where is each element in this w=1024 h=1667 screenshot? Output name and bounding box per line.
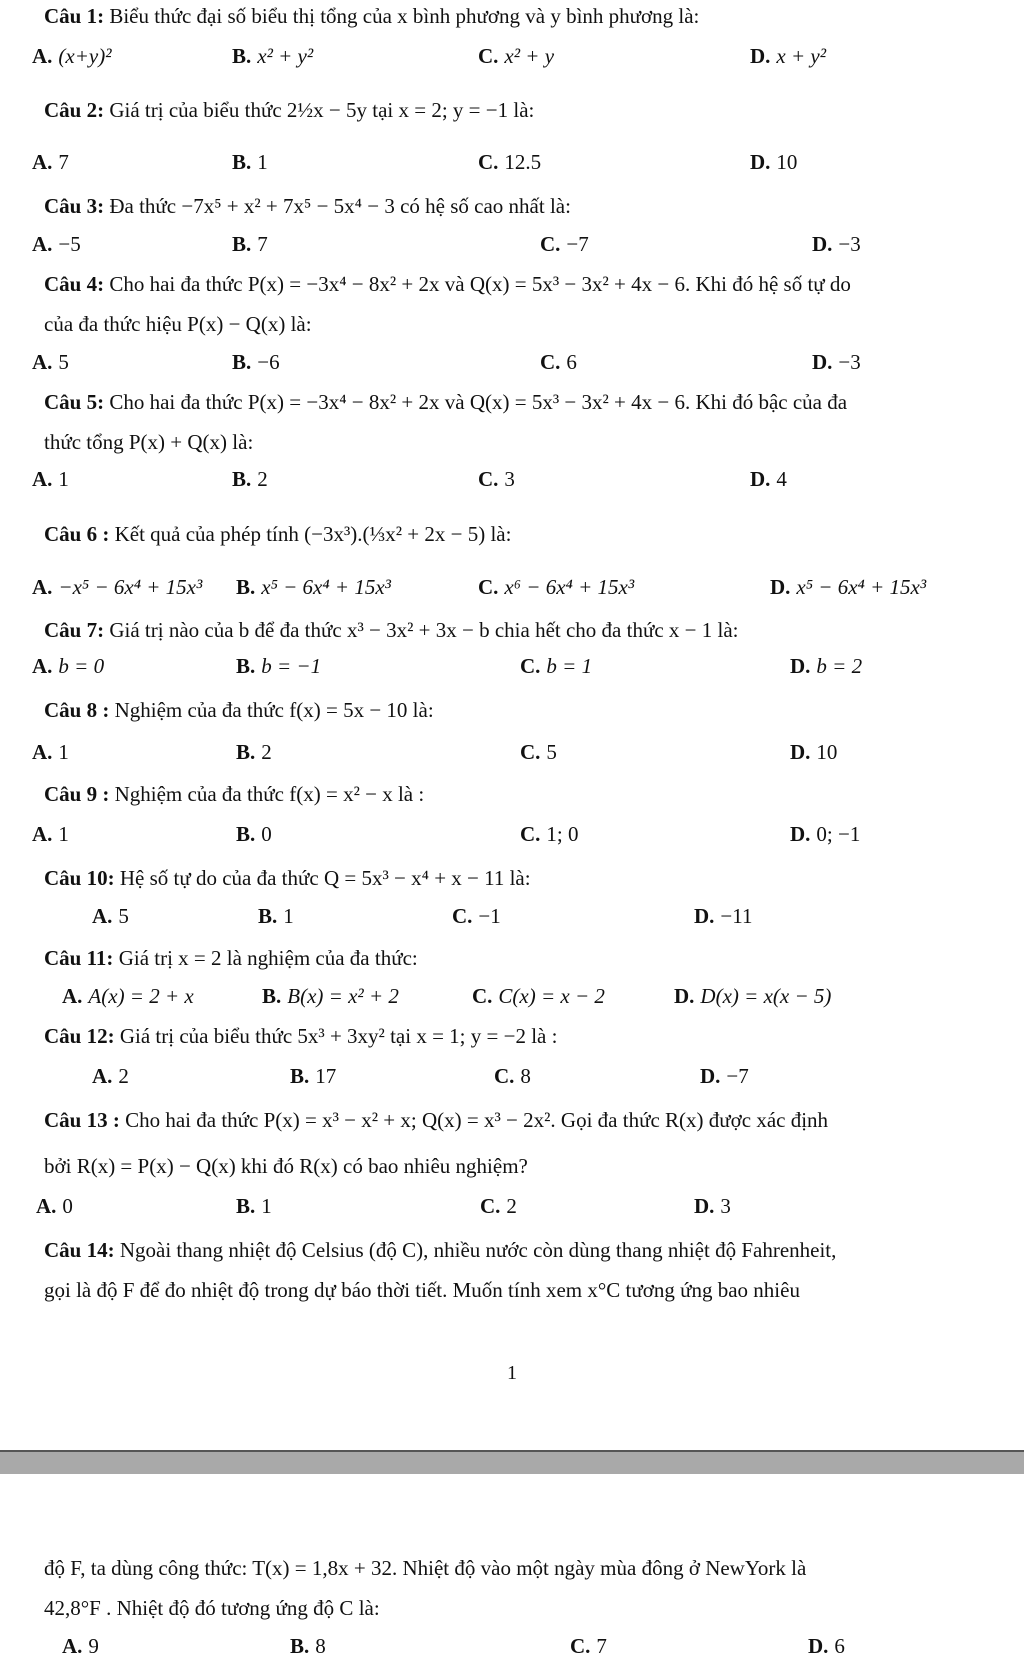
option-a: A. b = 0 xyxy=(32,654,105,678)
option-a: A. 1 xyxy=(32,740,69,764)
option-b: B. x² + y² xyxy=(232,44,314,68)
option-c: C. −1 xyxy=(452,904,501,928)
option-c: C. 12.5 xyxy=(478,150,542,174)
question-3 xyxy=(44,192,964,220)
option-a: A. A(x) = 2 + x xyxy=(62,984,194,1008)
question-10 xyxy=(44,864,964,892)
option-c: C. C(x) = x − 2 xyxy=(472,984,605,1008)
option-b: B. 0 xyxy=(236,822,272,846)
option-c: C. −7 xyxy=(540,232,589,256)
question-text: Đa thức −7x⁵ + x² + 7x⁵ − 5x⁴ − 3 có hệ số cao nhất là: xyxy=(109,194,571,218)
option-b: B. 2 xyxy=(236,740,272,764)
option-d: D. 3 xyxy=(694,1194,731,1218)
option-c: C. x² + y xyxy=(478,44,555,68)
option-a: A. 2 xyxy=(92,1064,129,1088)
question-text: Nghiệm của đa thức f(x) = x² − x là : xyxy=(114,782,425,806)
question-4 xyxy=(44,270,964,298)
option-a: A. 1 xyxy=(32,822,69,846)
option-d: D. 0; −1 xyxy=(790,822,861,846)
option-a: A. 7 xyxy=(32,150,69,174)
option-d: D. −3 xyxy=(812,350,861,374)
question-text: Cho hai đa thức P(x) = x³ − x² + x; Q(x) = x³ − 2x². Gọi đa thức R(x) được xác định xyxy=(125,1108,829,1132)
option-d: D. b = 2 xyxy=(790,654,863,678)
option-d: D. 10 xyxy=(750,150,798,174)
option-b: B. B(x) = x² + 2 xyxy=(262,984,399,1008)
option-d: D. x⁵ − 6x⁴ + 15x³ xyxy=(770,575,927,599)
question-text: Nghiệm của đa thức f(x) = 5x − 10 là: xyxy=(114,698,434,722)
option-d: D. 4 xyxy=(750,467,787,491)
question-label: Câu 11: xyxy=(44,946,114,970)
options-2 xyxy=(0,150,1024,178)
option-c: C. x⁶ − 6x⁴ + 15x³ xyxy=(478,575,635,599)
option-c: C. 2 xyxy=(480,1194,517,1218)
page-2 xyxy=(0,1474,1024,1667)
question-text: Cho hai đa thức P(x) = −3x⁴ − 8x² + 2x và Q(x) = 5x³ − 3x² + 4x − 6. Khi đó hệ số tự do xyxy=(109,272,851,296)
option-a: A. −5 xyxy=(32,232,81,256)
options-4 xyxy=(0,350,1024,378)
question-11 xyxy=(44,944,964,972)
question-text: Cho hai đa thức P(x) = −3x⁴ − 8x² + 2x và Q(x) = 5x³ − 3x² + 4x − 6. Khi đó bậc của đa xyxy=(109,390,848,414)
question-text: Hệ số tự do của đa thức Q = 5x³ − x⁴ + x − 11 là: xyxy=(119,866,531,890)
question-label: Câu 12: xyxy=(44,1024,115,1048)
option-c: C. 3 xyxy=(478,467,515,491)
option-a: A. 5 xyxy=(92,904,129,928)
question-1 xyxy=(44,2,964,30)
option-b: B. 7 xyxy=(232,232,268,256)
option-c: C. 7 xyxy=(570,1634,607,1658)
question-14-cont: gọi là độ F để đo nhiệt độ trong dự báo thời tiết. Muốn tính xem x°C tương ứng bao nhiêu xyxy=(44,1278,800,1302)
question-label: Câu 10: xyxy=(44,866,115,890)
options-7 xyxy=(0,654,1024,682)
question-label: Câu 4: xyxy=(44,272,105,296)
question-label: Câu 1: xyxy=(44,4,105,28)
option-b: B. 17 xyxy=(290,1064,337,1088)
option-b: B. −6 xyxy=(232,350,280,374)
option-d: D. 6 xyxy=(808,1634,845,1658)
options-13 xyxy=(0,1194,1024,1222)
question-14 xyxy=(44,1236,964,1264)
options-8 xyxy=(0,740,1024,768)
option-b: B. 1 xyxy=(232,150,268,174)
question-label: Câu 7: xyxy=(44,618,105,642)
option-c: C. b = 1 xyxy=(520,654,593,678)
question-label: Câu 6 : xyxy=(44,522,110,546)
question-4-cont: của đa thức hiệu P(x) − Q(x) là: xyxy=(44,312,312,336)
options-3 xyxy=(0,232,1024,260)
question-label: Câu 13 : xyxy=(44,1108,120,1132)
options-9 xyxy=(0,822,1024,850)
option-a: A. −x⁵ − 6x⁴ + 15x³ xyxy=(32,575,203,599)
question-text: Giá trị của biểu thức 2½x − 5y tại x = 2; y = −1 là: xyxy=(109,98,535,122)
option-b: B. 2 xyxy=(232,467,268,491)
option-c: C. 1; 0 xyxy=(520,822,579,846)
question-14-cont-2: độ F, ta dùng công thức: T(x) = 1,8x + 32. Nhiệt độ vào một ngày mùa đông ở NewYork là xyxy=(44,1556,807,1580)
question-text: Kết quả của phép tính (−3x³).(⅓x² + 2x − 5) là: xyxy=(114,522,512,546)
question-label: Câu 2: xyxy=(44,98,105,122)
question-5 xyxy=(44,388,964,416)
option-c: C. 5 xyxy=(520,740,557,764)
option-d: D. −7 xyxy=(700,1064,749,1088)
option-d: D. x + y² xyxy=(750,44,827,68)
option-b: B. b = −1 xyxy=(236,654,322,678)
option-d: D. D(x) = x(x − 5) xyxy=(674,984,832,1008)
question-5-cont: thức tổng P(x) + Q(x) là: xyxy=(44,430,254,454)
options-11 xyxy=(0,984,1024,1012)
options-6 xyxy=(0,575,1024,603)
question-6 xyxy=(44,520,964,548)
options-5 xyxy=(0,467,1024,495)
question-14-cont-3: 42,8°F . Nhiệt độ đó tương ứng độ C là: xyxy=(44,1596,380,1620)
option-a: A. 5 xyxy=(32,350,69,374)
question-text: Ngoài thang nhiệt độ Celsius (độ C), nhiều nước còn dùng thang nhiệt độ Fahrenheit, xyxy=(119,1238,837,1262)
question-7 xyxy=(44,616,964,644)
question-9 xyxy=(44,780,964,808)
question-12 xyxy=(44,1022,964,1050)
page-separator xyxy=(0,1450,1024,1477)
option-c: C. 6 xyxy=(540,350,577,374)
question-text: Giá trị x = 2 là nghiệm của đa thức: xyxy=(118,946,418,970)
option-d: D. −3 xyxy=(812,232,861,256)
option-d: D. 10 xyxy=(790,740,838,764)
question-8 xyxy=(44,696,964,724)
question-label: Câu 5: xyxy=(44,390,105,414)
question-2 xyxy=(44,96,964,124)
question-label: Câu 14: xyxy=(44,1238,115,1262)
option-a: A. 1 xyxy=(32,467,69,491)
option-b: B. 8 xyxy=(290,1634,326,1658)
option-a: A. (x+y)² xyxy=(32,44,112,68)
question-label: Câu 8 : xyxy=(44,698,110,722)
option-a: A. 0 xyxy=(36,1194,73,1218)
question-text: Biểu thức đại số biểu thị tổng của x bình phương và y bình phương là: xyxy=(109,4,700,28)
question-text: Giá trị nào của b để đa thức x³ − 3x² + 3x − b chia hết cho đa thức x − 1 là: xyxy=(109,618,739,642)
question-text: Giá trị của biểu thức 5x³ + 3xy² tại x = 1; y = −2 là : xyxy=(119,1024,558,1048)
question-13 xyxy=(44,1106,964,1134)
page-number: 1 xyxy=(507,1362,517,1384)
options-1 xyxy=(0,44,1024,72)
options-14 xyxy=(0,1634,1024,1662)
option-a: A. 9 xyxy=(62,1634,99,1658)
option-c: C. 8 xyxy=(494,1064,531,1088)
option-b: B. x⁵ − 6x⁴ + 15x³ xyxy=(236,575,391,599)
question-label: Câu 3: xyxy=(44,194,105,218)
option-b: B. 1 xyxy=(258,904,294,928)
option-b: B. 1 xyxy=(236,1194,272,1218)
option-d: D. −11 xyxy=(694,904,753,928)
options-10 xyxy=(0,904,1024,932)
options-12 xyxy=(0,1064,1024,1092)
question-label: Câu 9 : xyxy=(44,782,110,806)
question-13-cont: bởi R(x) = P(x) − Q(x) khi đó R(x) có bao nhiêu nghiệm? xyxy=(44,1154,528,1178)
